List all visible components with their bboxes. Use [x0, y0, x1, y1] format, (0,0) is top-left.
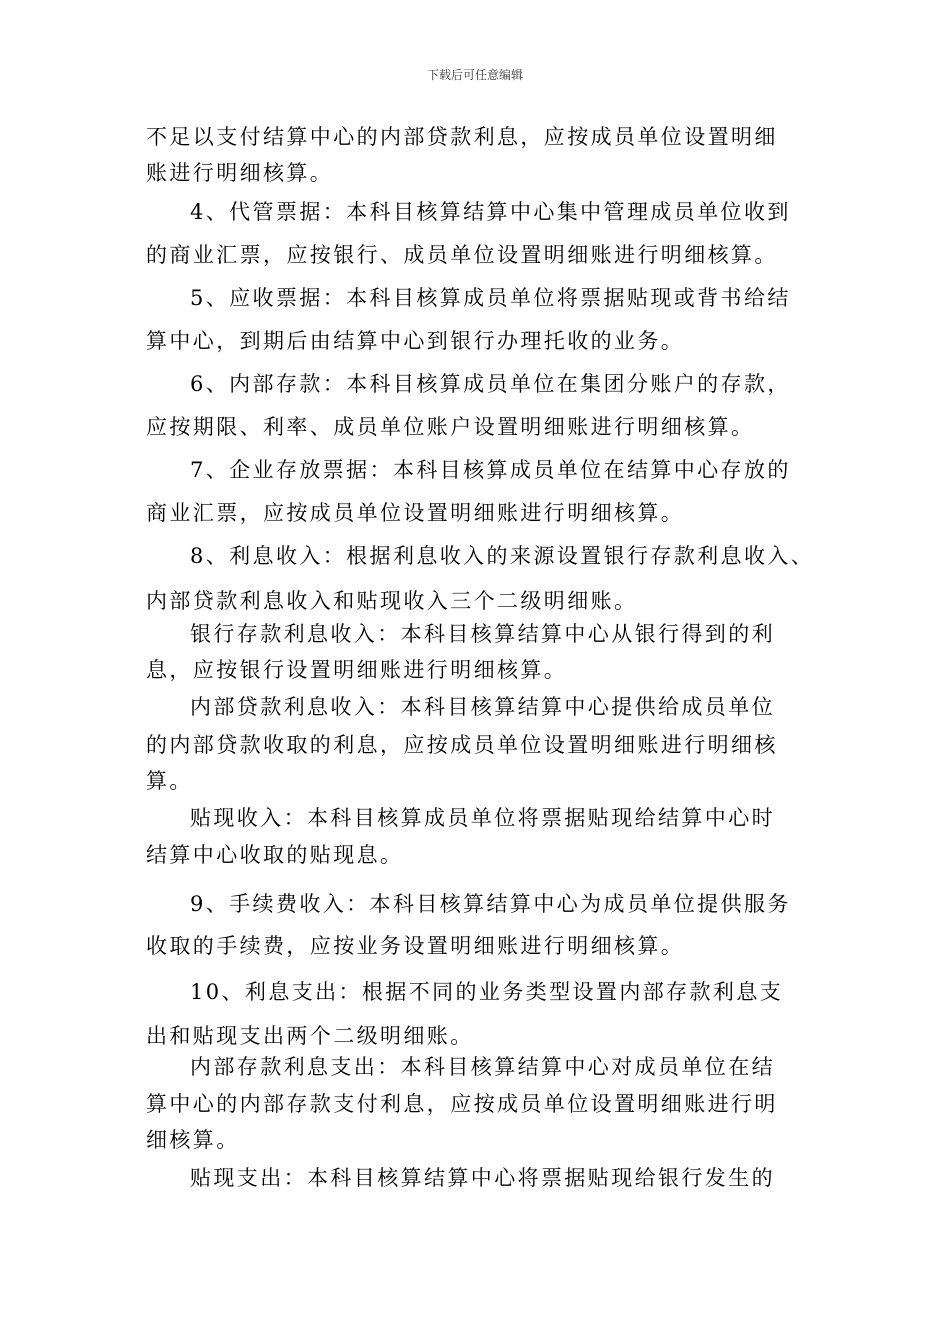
paragraph-line: 不足以支付结算中心的内部贷款利息，应按成员单位设置明细 — [146, 125, 778, 149]
paragraph-line: 的商业汇票，应按银行、成员单位设置明细账进行明细核算。 — [146, 243, 778, 267]
paragraph-line: 7、企业存放票据：本科目核算成员单位在结算中心存放的 — [190, 458, 791, 482]
paragraph-line: 内部贷款利息收入和贴现收入三个二级明细账。 — [146, 589, 638, 613]
paragraph-line: 应按期限、利率、成员单位账户设置明细账进行明细核算。 — [146, 415, 755, 439]
paragraph-line: 账进行明细核算。 — [146, 161, 334, 185]
paragraph-line: 贴现收入：本科目核算成员单位将票据贴现给结算中心时 — [190, 806, 775, 830]
paragraph-line: 商业汇票，应按成员单位设置明细账进行明细核算。 — [146, 501, 685, 525]
paragraph-line: 内部存款利息支出：本科目核算结算中心对成员单位在结 — [190, 1055, 775, 1079]
paragraph-line: 10、利息支出：根据不同的业务类型设置内部存款利息支 — [190, 980, 784, 1004]
paragraph-line: 8、利息收入：根据利息收入的来源设置银行存款利息收入、 — [190, 544, 815, 568]
paragraph-line: 算中心，到期后由结算中心到银行办理托收的业务。 — [146, 329, 685, 353]
paragraph-line: 6、内部存款：本科目核算成员单位在集团分账户的存款， — [190, 372, 791, 396]
paragraph-line: 银行存款利息收入：本科目核算结算中心从银行得到的利 — [190, 622, 775, 646]
paragraph-line: 5、应收票据：本科目核算成员单位将票据贴现或背书给结 — [190, 286, 791, 310]
paragraph-line: 息，应按银行设置明细账进行明细核算。 — [146, 658, 568, 682]
paragraph-line: 算中心的内部存款支付利息，应按成员单位设置明细账进行明 — [146, 1092, 778, 1116]
paragraph-line: 内部贷款利息收入：本科目核算结算中心提供给成员单位 — [190, 695, 775, 719]
paragraph-line: 贴现支出：本科目核算结算中心将票据贴现给银行发生的 — [190, 1166, 775, 1190]
paragraph-line: 收取的手续费，应按业务设置明细账进行明细核算。 — [146, 934, 685, 958]
page-header: 下载后可任意编辑 — [426, 68, 523, 82]
paragraph-line: 算。 — [146, 769, 193, 793]
paragraph-line: 出和贴现支出两个二级明细账。 — [146, 1024, 474, 1048]
paragraph-line: 的内部贷款收取的利息，应按成员单位设置明细账进行明细核 — [146, 733, 778, 757]
paragraph-line: 结算中心收取的贴现息。 — [146, 843, 404, 867]
paragraph-line: 4、代管票据：本科目核算结算中心集中管理成员单位收到 — [190, 200, 791, 224]
paragraph-line: 9、手续费收入：本科目核算结算中心为成员单位提供服务 — [190, 892, 791, 916]
paragraph-line: 细核算。 — [146, 1128, 240, 1152]
